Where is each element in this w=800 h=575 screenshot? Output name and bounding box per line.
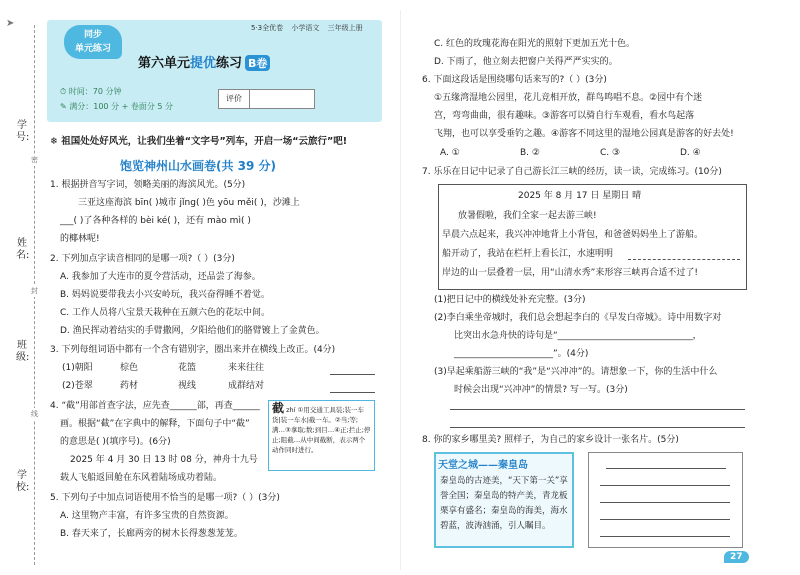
q3-word: 药材 xyxy=(120,381,139,391)
q5-option-a: A. 这里物产丰富，有许多宝贵的自然资源。 xyxy=(60,511,234,521)
answer-line[interactable] xyxy=(450,409,745,410)
q5-stem: 5. 下列句子中加点词语使用不恰当的是哪一项?（ ）(3分) xyxy=(50,493,280,503)
q6-line1: ①五缘湾湿地公园里，花儿竞相开放，群鸟鸣唱不息。②园中有个迷 xyxy=(434,93,703,103)
q4-line3: 的意思是( )(填序号)。(6分) xyxy=(60,437,171,447)
sync-badge xyxy=(64,25,122,59)
q6-option: C. ③ xyxy=(600,148,621,158)
q2-stem: 2. 下列加点字读音相同的是哪一项?（ ）(3分) xyxy=(50,254,235,264)
answer-line[interactable] xyxy=(606,468,726,469)
rocket-icon: ➤ xyxy=(6,18,15,29)
q5-option-b: B. 春天来了，长廊两旁的树木长得葱葱茏茏。 xyxy=(60,529,243,539)
hometown-body: 秦皇岛的古迹美，“天下第一关”享誉全国；秦皇岛的特产美，青龙板栗享有盛名；秦皇岛的海美，海水碧蓝，波涛汹涌，引人瞩目。 xyxy=(440,476,568,531)
q3-stem: 3. 下列每组词语中都有一个含有错别字，圈出来并在横线上改正。(4分) xyxy=(50,345,336,355)
q3-word: (1)朝阳 xyxy=(62,363,93,373)
q6-line2: 宫，弯弯曲曲，很有趣味。③游客可以骑自行车观看，看水鸟起落 xyxy=(434,111,695,121)
q6-option: A. ① xyxy=(440,148,460,158)
title-prefix: 第六单元 xyxy=(138,56,191,71)
page-divider xyxy=(400,10,401,570)
dictionary-box xyxy=(268,400,375,471)
q3-word: (2)苍翠 xyxy=(62,381,93,391)
score-info: ✎ 满分：100 分 + 卷面分 5 分 xyxy=(60,102,174,111)
q4-line5: 载人飞船返回舱在东风着陆场成功着陆。 xyxy=(60,473,223,483)
q4-line1: 4. “截”用部首查字法，应先查______部，再查______ xyxy=(50,401,260,411)
q7-part3: (3)早起乘船游三峡的“我”是“兴冲冲”的。请想象一下，你的生活中什么 xyxy=(434,367,718,377)
answer-line[interactable] xyxy=(600,485,730,486)
page-number: 27 xyxy=(724,551,749,563)
seal-mark: 线 xyxy=(31,410,38,418)
q1-line1: 三亚这座海滨 bīn( )城市 jǐng( )色 yōu měi( )，沙滩上 xyxy=(78,198,300,208)
subject-name: 小学语文 xyxy=(291,24,320,32)
book-info xyxy=(245,23,363,33)
q3-word: 视线 xyxy=(178,381,197,391)
q1-stem: 1. 根据拼音写字词，领略美丽的海滨风光。(5分) xyxy=(50,180,246,190)
q7-stem: 7. 乐乐在日记中记录了自己游长江三峡的经历，读一读，完成练习。(10分) xyxy=(422,167,722,177)
badge-line: 单元练习 xyxy=(74,44,111,54)
section-title: 饱览神州山水画卷(共 39 分) xyxy=(120,159,277,173)
q4-line2: 画。根据“截”在字典中的解释，下面句子中“截” xyxy=(60,419,250,429)
page-title xyxy=(138,52,270,71)
diary-line: 船开动了，我站在栏杆上看长江，水速明明 xyxy=(442,249,614,259)
hometown-answer-box xyxy=(588,452,743,548)
q2-option-c: C. 工作人员将八宝景天栽种在五颜六色的花坛中间。 xyxy=(60,308,271,318)
diary-line: 早晨六点起来，我兴冲冲地背上小背包，和爸爸妈妈坐上了游船。 xyxy=(442,230,704,240)
dictionary-char: 截 xyxy=(272,401,285,415)
q7-part2-line: ______________________”。(4分) xyxy=(454,349,589,359)
diary-blank[interactable] xyxy=(628,259,740,260)
q3-word: 棕色 xyxy=(120,363,139,373)
intro-text: ❄ 祖国处处好风光，让我们坐着“文字号”列车，开启一场“云旅行”吧! xyxy=(50,136,348,147)
time-info: ⏱ 时间：70 分钟 xyxy=(60,87,122,96)
series-name: 5·3全优卷 xyxy=(251,24,284,32)
evaluation-box xyxy=(218,89,315,109)
q7-part1: (1)把日记中的横线处补充完整。(3分) xyxy=(434,295,586,305)
evaluation-cell[interactable] xyxy=(249,90,314,108)
q5-option-d: D. 下雨了，他立刻去把窗户关得严严实实的。 xyxy=(434,57,618,67)
q2-option-b: B. 妈妈说要带我去小兴安岭玩，我兴奋得睡不着觉。 xyxy=(60,290,270,300)
q7-part2-line: 比突出水急舟快的诗句是“______________________________， xyxy=(454,331,702,341)
seal-mark: 密 xyxy=(31,156,38,164)
q8-stem: 8. 你的家乡哪里美? 照样子，为自己的家乡设计一张名片。(5分) xyxy=(422,435,679,445)
diary-line: 岸边的山一层叠着一层，用“山清水秀”来形容三峡再合适不过了! xyxy=(442,268,698,278)
answer-line[interactable] xyxy=(330,374,375,375)
q6-option: B. ② xyxy=(520,148,540,158)
answer-line[interactable] xyxy=(600,519,730,520)
score-text: 满分：100 分 + 卷面分 5 分 xyxy=(69,102,174,111)
intro-sentence: 祖国处处好风光，让我们坐着“文字号”列车，开启一场“云旅行”吧! xyxy=(61,136,348,147)
time-text: 时间：70 分钟 xyxy=(68,87,122,96)
q3-word: 来来往往 xyxy=(228,363,265,373)
title-suffix: 练习 xyxy=(216,56,243,71)
q7-part2: (2)李白乘坐帝城时，我们总会想起李白的《早发白帝城》。诗中用数字对 xyxy=(434,313,722,323)
q3-word: 花篮 xyxy=(178,363,197,373)
q4-line4: 2025 年 4 月 30 日 13 时 08 分，神舟十九号 xyxy=(70,455,258,465)
dictionary-text: zhí ①用交通工具装;装一车货|装一车水|截一车。②当;等;满…③拿取;数;到目…④正;拦止;停止;阻截…从中间截断，表示两个动作同时进行。 xyxy=(272,406,371,454)
q2-option-d: D. 渔民挥动着结实的手臂撒网，夕阳给他们的胳臂镀上了金黄色。 xyxy=(60,326,325,336)
q6-stem: 6. 下面这段话是围绕哪句话来写的?（ ）(3分) xyxy=(422,75,607,85)
class-label: 班级: xyxy=(16,340,30,363)
q5-option-c: C. 红色的玫瑰花海在阳光的照射下更加五光十色。 xyxy=(434,39,636,49)
evaluation-label: 评价 xyxy=(226,94,242,103)
q6-line3: 飞翔，也可以享受垂钓之趣。④游客不同这里的湿地公园真是游客的好去处! xyxy=(434,129,734,139)
hometown-title: 天堂之城——秦皇岛 xyxy=(438,460,528,471)
q7-part3-line: 时候会出现“兴冲冲”的情景? 写一写。(3分) xyxy=(454,385,628,395)
q1-line2: ___( )了各种各样的 bèi ké( )，还有 mào mì( ) xyxy=(60,216,251,226)
q1-line3: 的椰林呢! xyxy=(60,234,100,244)
diary-date: 2025 年 8 月 17 日 星期日 晴 xyxy=(518,191,642,201)
q6-option: D. ④ xyxy=(680,148,701,158)
answer-line[interactable] xyxy=(600,502,730,503)
school-label: 学校: xyxy=(16,470,30,493)
answer-line[interactable] xyxy=(600,536,730,537)
answer-line[interactable] xyxy=(330,392,375,393)
q3-word: 成群结对 xyxy=(228,381,265,391)
diary-line: 放暑假啦，我们全家一起去游三峡! xyxy=(458,211,597,221)
title-highlight: 提优 xyxy=(190,56,217,71)
student-id-label: 学号: xyxy=(16,120,30,143)
badge-line: 同步 xyxy=(83,30,102,40)
grade-name: 三年级上册 xyxy=(327,24,363,32)
title-mark: B卷 xyxy=(245,55,270,71)
answer-line[interactable] xyxy=(450,427,745,428)
q2-option-a: A. 我参加了大连市的夏令营活动，还品尝了海参。 xyxy=(60,272,261,282)
seal-mark: 封 xyxy=(31,287,38,295)
name-label: 姓名: xyxy=(16,238,30,261)
